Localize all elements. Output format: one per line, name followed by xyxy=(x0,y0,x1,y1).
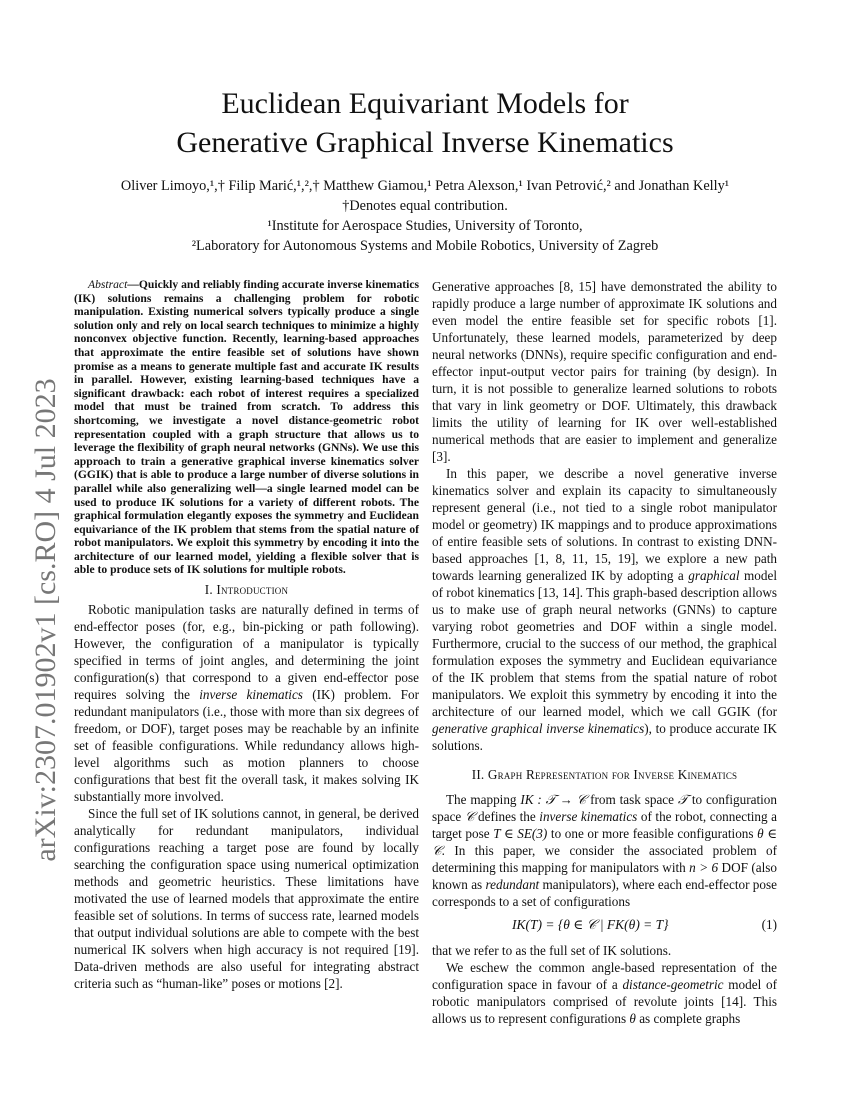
title-line-2: Generative Graphical Inverse Kinematics xyxy=(176,126,674,159)
author-block xyxy=(0,176,850,256)
s2-emphasis-2: redundant xyxy=(485,877,540,892)
right-p2-a: In this paper, we describe a novel generative inverse kinematics solver and explain its capacity to simultaneously represent general (i.e., not tied to a single robot manipulator model or geometry) IK mappings and to produce approximations of entire feasible sets of solutions. In contrast to existing DNN-based approaches [1, 8, 11, 15, 19], we explore a new path towards learning generalized IK by adopting a xyxy=(432,466,777,583)
s2-text-i: manipulators), where each end-effector pose corresponds to a set of configurations xyxy=(432,877,777,909)
s2-math-1: IK : 𝒯 → 𝒞 xyxy=(520,792,587,807)
equal-contribution-note: †Denotes equal contribution. xyxy=(342,198,508,214)
s2-text-e: of the robot, connecting a target pose xyxy=(432,809,777,841)
equation-1 xyxy=(432,916,777,936)
s2-p3-math: θ xyxy=(629,1011,636,1026)
affiliation-2: ²Laboratory for Autonomous Systems and Mobile Robotics, University of Zagreb xyxy=(191,238,659,254)
s2-text-c: to configuration space xyxy=(432,792,777,824)
section-1-heading xyxy=(74,581,419,598)
section-2-heading xyxy=(432,766,777,783)
equation-number: (1) xyxy=(761,917,777,932)
affiliation-1: ¹Institute for Aerospace Studies, University of Toronto, xyxy=(267,218,583,234)
s2-math-2: 𝒯 xyxy=(677,792,688,807)
section-2-paragraph-3 xyxy=(432,959,777,1027)
section-2-paragraph-2: that we refer to as the full set of IK solutions. xyxy=(432,943,672,958)
right-column xyxy=(432,278,777,1027)
s2-text-b: from task space xyxy=(586,792,678,807)
intro-p1-text: Robotic manipulation tasks are naturally defined in terms of end-effector poses (for, e.g., bin-picking or path following). However, the configuration of a manipulator is typically specified in terms of joint angles, and determining the joint configuration(s) that correspond to a given end-effector pose requires solving the xyxy=(74,602,419,703)
s2-emphasis-1: inverse kinematics xyxy=(539,809,638,824)
s2-math-3: 𝒞 xyxy=(464,809,475,824)
s2-p3-b: model of robotic manipulators comprised of revolute joints [14]. This allows us to represent configurations xyxy=(432,977,777,1026)
section-1-number: I. xyxy=(204,582,213,598)
s2-math-4: T ∈ SE(3) xyxy=(493,826,548,841)
right-p2-b: model of robot kinematics [13, 14]. This graph-based description allows us to make use of graph neural networks (GNNs) to capture varying robot geometries and DOF within a single model. Furthermore, crucial to the success of our method, the graphical formulation exposes the symmetry and Euclidean equivariance of the IK problem that stems from the spatial nature of robot manipulators. We exploit this symmetry by encoding it into the architecture of our learned model, which we call GGIK (for xyxy=(432,568,777,719)
section-1-title: Introduction xyxy=(216,582,289,598)
s2-text-a: The mapping xyxy=(446,792,521,807)
intro-p1-rest: (IK) problem. For redundant manipulators (i.e., those with more than six degrees of freedom, or DOF), target poses may be reachable by an infinite set of feasible configurations. While redundancy allows high-level algorithms such as motion planners to choose configurations that best fit the overall task, it makes solving IK substantially more involved. xyxy=(74,687,419,805)
left-column xyxy=(74,278,419,992)
paper-title xyxy=(0,84,850,162)
equation-body: IK(T) = {θ ∈ 𝒞 | FK(θ) = T} xyxy=(512,917,669,932)
abstract xyxy=(74,278,419,577)
s2-text-g: . In this paper, we consider the associated problem of determining this mapping for manipulators with xyxy=(432,843,777,875)
author-names: Oliver Limoyo,¹,† Filip Marić,¹,²,† Matthew Giamou,¹ Petra Alexson,¹ Ivan Petrović,² and Jonathan Kelly¹ xyxy=(120,178,730,194)
right-p2-c: ), to produce accurate IK solutions. xyxy=(432,721,778,753)
s2-p3-emphasis: distance-geometric xyxy=(622,977,724,992)
abstract-text: —Quickly and reliably finding accurate inverse kinematics (IK) solutions remains a challenging problem for robotic manipulation. Existing numerical solvers typically produce a single solution only and rely on local search techniques to minimize a highly nonconvex objective function. Recently, learning-based approaches that approximate the entire feasible set of solutions have shown promise as a means to generate multiple fast and accurate IK results in parallel. However, existing learning-based techniques have a significant drawback: each robot of interest requires a specialized model that must be trained from scratch. To address this shortcoming, we investigate a novel distance-geometric robot representation coupled with a graph structure that allows us to leverage the flexibility of graph neural networks (GNNs). We use this approach to train a generative graphical inverse kinematics solver (GGIK) that is able to produce a large number of diverse solutions in parallel while also generalizing well—a single learned model can be used to produce IK solutions for a variety of different robots. The graphical formulation elegantly exposes the symmetry and Euclidean equivariance of the IK problem that stems from the spatial nature of robot manipulators. We exploit this symmetry by encoding it into the architecture of our learned model, yielding a flexible solver that is able to produce sets of IK solutions for multiple robots. xyxy=(74,278,419,577)
s2-text-d: defines the xyxy=(474,809,540,824)
arxiv-identifier: arXiv:2307.01902v1 [cs.RO] 4 Jul 2023 xyxy=(29,378,62,862)
intro-p1-emphasis: inverse kinematics xyxy=(199,687,303,703)
s2-math-6: n > 6 xyxy=(689,860,719,875)
intro-paragraph-2: Since the full set of IK solutions cannot, in general, be derived analytically for redundant manipulators, individual configurations reaching a target pose are found by locally searching the configuration space using numerical optimization methods and geometric heuristics. These limitations have motivated the use of learned models that approximate the entire feasible set of solutions. In terms of success rate, learned models that output individual solutions are able to compete with the best numerical IK solvers when high accuracy is not required [19]. Data-driven methods are also useful for integrating abstract criteria such as “human-like” poses or motions [2]. xyxy=(74,806,419,992)
s2-p3-c: as complete graphs xyxy=(635,1011,741,1026)
right-p2-emphasis-2: generative graphical inverse kinematics xyxy=(432,721,645,736)
section-2-number: II. xyxy=(471,767,485,782)
s2-text-h: DOF (also known as xyxy=(432,860,777,892)
section-2-title: Graph Representation for Inverse Kinematics xyxy=(487,767,738,782)
right-p2-emphasis-1: graphical xyxy=(688,568,740,583)
s2-math-5: θ ∈ 𝒞 xyxy=(432,826,777,858)
title-line-1: Euclidean Equivariant Models for xyxy=(221,87,629,120)
s2-p3-a: We eschew the common angle-based representation of the configuration space in favour of a xyxy=(432,960,777,992)
s2-text-f: to one or more feasible configurations xyxy=(547,826,758,841)
intro-paragraph-1 xyxy=(74,601,419,805)
abstract-label: Abstract xyxy=(88,278,128,291)
section-2-paragraph-1 xyxy=(432,791,777,910)
right-paragraph-1: Generative approaches [8, 15] have demonstrated the ability to rapidly produce a large number of approximate IK solutions and even model the entire feasible set for specific robots [1]. Unfortunately, these learned models, parameterized by deep neural networks (DNNs), require specific configuration and end-effector input-output vector pairs for training (by design). In turn, it is not possible to generalize learned solutions to robots that vary in link geometry or DOF. Ultimately, this drawback limits the utility of learning for IK over well-established numerical methods that are easier to implement and generalize [3]. xyxy=(432,279,777,464)
right-paragraph-2 xyxy=(432,465,777,754)
